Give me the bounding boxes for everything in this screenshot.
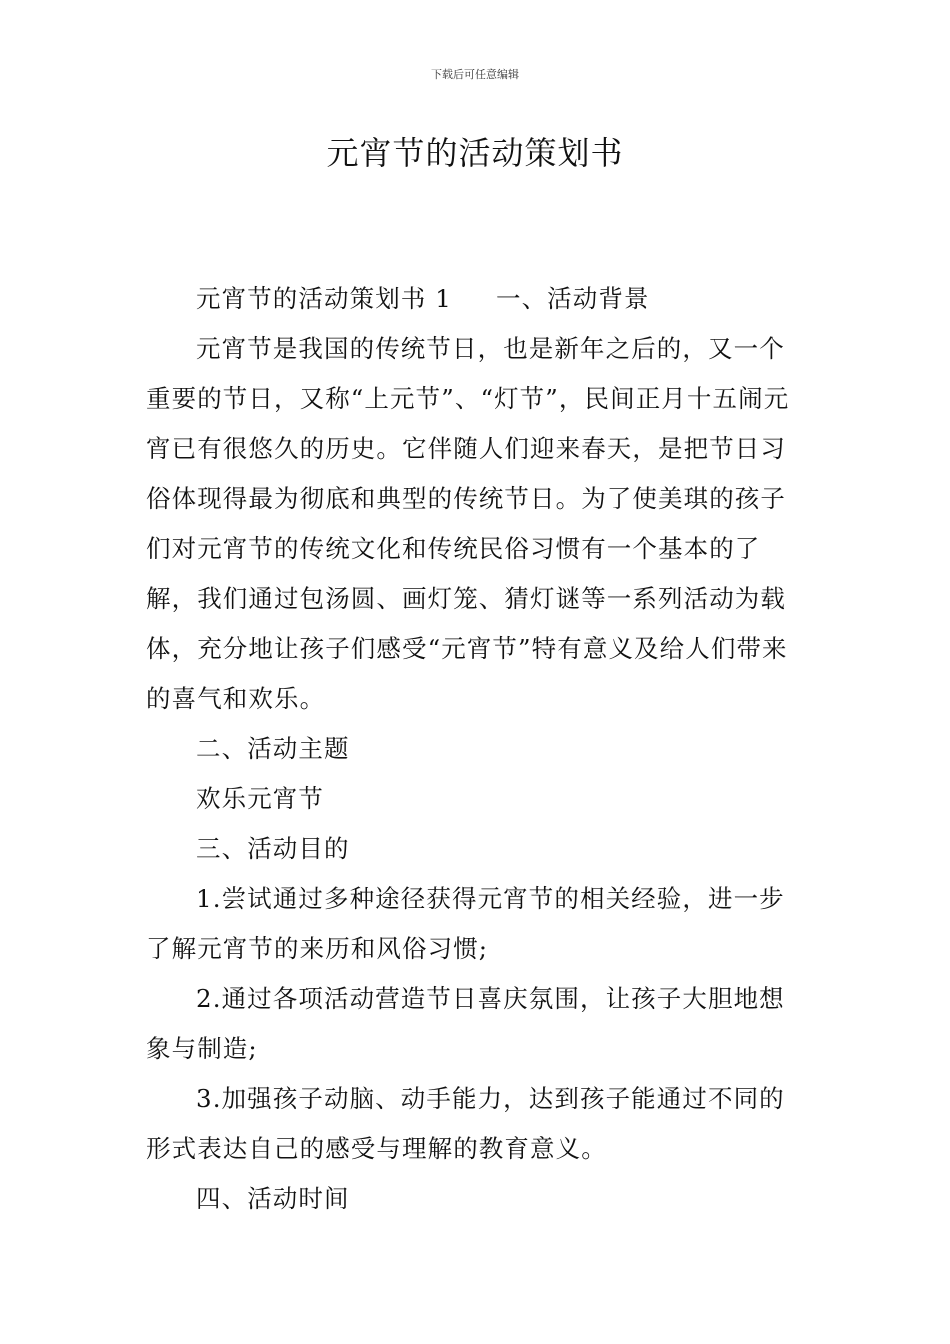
purpose-item-3: 3.加强孩子动脑、动手能力，达到孩子能通过不同的形式表达自己的感受与理解的教育意义。 xyxy=(146,1084,785,1163)
purpose-item-1: 1.尝试通过多种途径获得元宵节的相关经验，进一步了解元宵节的来历和风俗习惯; xyxy=(146,884,785,963)
heading-line xyxy=(146,274,806,324)
purpose-item-2: 2.通过各项活动营造节日喜庆氛围，让孩子大胆地想象与制造; xyxy=(146,984,785,1063)
paragraph-theme: 欢乐元宵节 xyxy=(196,784,324,813)
section-heading-time: 四、活动时间 xyxy=(196,1184,350,1213)
page-header-note: 下载后可任意编辑 xyxy=(431,68,519,81)
section-heading-purpose: 三、活动目的 xyxy=(196,834,350,863)
document-body xyxy=(146,274,806,1224)
plan-subtitle: 元宵节的活动策划书 1 xyxy=(196,284,452,313)
paragraph-background: 元宵节是我国的传统节日，也是新年之后的，又一个重要的节日，又称“上元节”、“灯节”，民间正月十五闹元宵已有很悠久的历史。它伴随人们迎来春天，是把节日习俗体现得最为彻底和典型的传统节日。为了使美琪的孩子们对元宵节的传统文化和传统民俗习惯有一个基本的了解，我们通过包汤圆、画灯笼、猜灯谜等一系列活动为载体，充分地让孩子们感受“元宵节”特有意义及给人们带来的喜气和欢乐。 xyxy=(146,334,790,713)
section-heading-background: 一、活动背景 xyxy=(495,284,650,313)
section-heading-theme: 二、活动主题 xyxy=(196,734,350,763)
document-title: 元宵节的活动策划书 xyxy=(326,134,624,172)
